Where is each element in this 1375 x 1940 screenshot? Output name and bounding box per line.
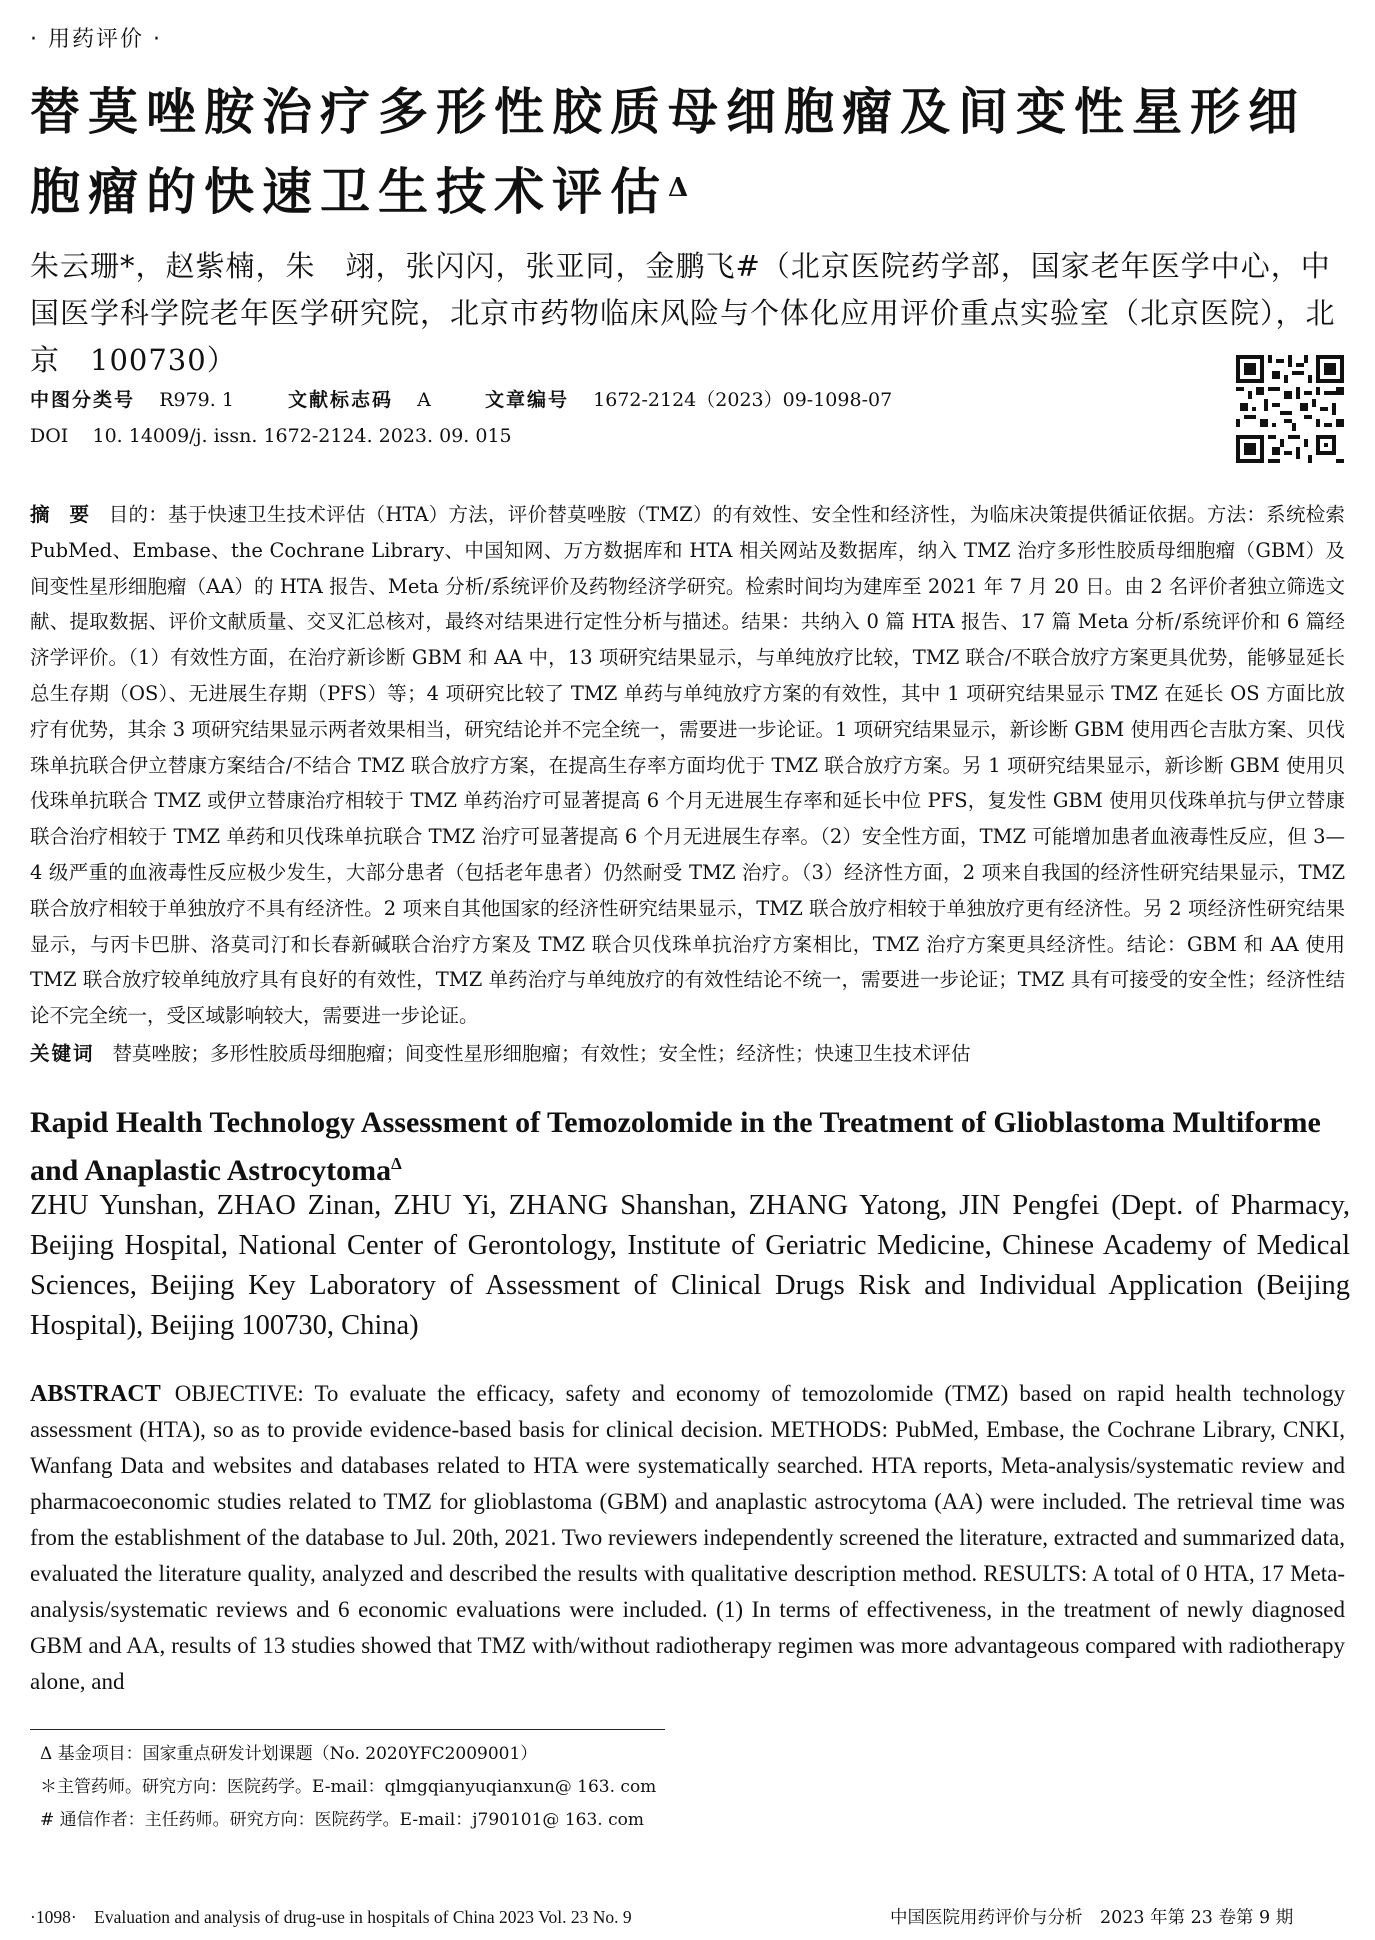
abstract-en-label: ABSTRACT xyxy=(30,1381,161,1407)
abstract-cn-label: 摘 要 xyxy=(30,503,90,526)
keywords-cn-text: 替莫唑胺；多形性胶质母细胞瘤；间变性星形细胞瘤；有效性；安全性；经济性；快速卫生技术评估 xyxy=(112,1042,971,1065)
clc-value: R979. 1 xyxy=(159,389,234,411)
footnote-fund: Δ 基金项目：国家重点研发计划课题（No. 2020YFC2009001） xyxy=(40,1744,538,1764)
abstract-cn xyxy=(30,497,1345,1034)
title-cn xyxy=(30,72,1350,232)
doc-code-label: 文献标志码 xyxy=(287,389,393,411)
title-en xyxy=(30,1102,1350,1191)
article-no-value: 1672-2124（2023）09-1098-07 xyxy=(593,389,893,411)
doi-label: DOI xyxy=(30,425,69,447)
keywords-cn-label: 关键词 xyxy=(30,1042,95,1065)
article-no-label: 文章编号 xyxy=(484,389,569,411)
section-tag: · 用药评价 · xyxy=(30,27,162,52)
abstract-en xyxy=(30,1376,1345,1700)
doi-value: 10. 14009/j. issn. 1672-2124. 2023. 09. 015 xyxy=(92,425,512,447)
doi-row xyxy=(30,425,512,447)
footnotes xyxy=(40,1738,656,1837)
meta-row xyxy=(30,385,892,412)
footnote-divider xyxy=(30,1729,665,1730)
footer-right: 中国医院用药评价与分析 2023 年第 23 卷第 9 期 xyxy=(890,1908,1294,1928)
abstract-cn-text: 目的：基于快速卫生技术评估（HTA）方法，评价替莫唑胺（TMZ）的有效性、安全性和经济性，为临床决策提供循证依据。方法：系统检索 PubMed、Embase、the Cochrane Library、中国知网、万方数据库和 HTA 相关网站及数据库，纳入 TMZ 治疗多形性胶质母细胞瘤（GBM）及间变性星形细胞瘤（AA）的 HTA 报告、Meta 分析/系统评价及药物经济学研究。检索时间均为建库至 2021 年 7 月 20 日。由 2 名评价者独立筛选文献、提取数据、评价文献质量、交叉汇总核对，最终对结果进行定性分析与描述。结果：共纳入 0 篇 HTA 报告、17 篇 Meta 分析/系统评价和 6 篇经济学评价。（1）有效性方面，在治疗新诊断 GBM 和 AA 中，13 项研究结果显示，与单纯放疗比较，TMZ 联合/不联合放疗方案更具优势，能够显延长总生存期（OS）、无进展生存期（PFS）等；4 项研究比较了 TMZ 单药与单纯放疗方案的有效性，其中 1 项研究结果显示 TMZ 在延长 OS 方面比放疗有优势，其余 3 项研究结果显示两者效果相当，研究结论并不完全统一，需要进一步论证。1 项研究结果显示，新诊断 GBM 使用西仑吉肽方案、贝伐珠单抗联合伊立替康方案结合/不结合 TMZ 联合放疗方案，在提高生存率方面均优于 TMZ 联合放疗方案。另 1 项研究结果显示，新诊断 GBM 使用贝伐珠单抗联合 TMZ 或伊立替康治疗相较于 TMZ 单药治疗可显著提高 6 个月无进展生存率和延长中位 PFS，复发性 GBM 使用贝伐珠单抗与伊立替康联合治疗相较于 TMZ 单药和贝伐珠单抗联合 TMZ 治疗可显著提高 6 个月无进展生存率。（2）安全性方面，TMZ 可能增加患者血液毒性反应，但 3—4 级严重的血液毒性反应极少发生，大部分患者（包括老年患者）仍然耐受 TMZ 治疗。（3）经济性方面，2 项来自我国的经济性研究结果显示，TMZ 联合放疗相较于单独放疗不具有经济性。2 项来自其他国家的经济性研究结果显示，TMZ 联合放疗相较于单独放疗更有经济性。另 2 项经济性研究结果显示，与丙卡巴肼、洛莫司汀和长春新碱联合治疗方案及 TMZ 联合贝伐珠单抗治疗方案相比，TMZ 治疗方案更具经济性。结论：GBM 和 AA 使用 TMZ 联合放疗较单纯放疗具有良好的有效性，TMZ 单药治疗与单纯放疗的有效性结论不统一，需要进一步论证；TMZ 具有可接受的安全性；经济性结论不完全统一，受区域影响较大，需要进一步论证。 xyxy=(30,503,1345,1028)
abstract-en-text: OBJECTIVE: To evaluate the efficacy, safety and economy of temozolomide (TMZ) based on rapid health technology assessment (HTA), so as to provide evidence-based basis for clinical decision. METHODS: PubMed, Embase, the Cochrane Library, CNKI, Wanfang Data and websites and databases related to HTA were systematically searched. HTA reports, Meta-analysis/systematic review and pharmacoeconomic studies related to TMZ for glioblastoma (GBM) and anaplastic astrocytoma (AA) were included. The retrieval time was from the establishment of the database to Jul. 20th, 2021. Two reviewers independently screened the literature, extracted and summarized data, evaluated the literature quality, analyzed and described the results with qualitative description method. RESULTS: A total of 0 HTA, 17 Meta-analysis/systematic reviews and 6 economic evaluations were included. (1) In terms of effectiveness, in the treatment of newly diagnosed GBM and AA, results of 13 studies showed that TMZ with/without radiotherapy regimen was more advantageous compared with radiotherapy alone, and xyxy=(30,1381,1345,1694)
qr-code xyxy=(1236,355,1344,463)
authors-cn: 朱云珊*，赵紫楠，朱 翊，张闪闪，张亚同，金鹏飞#（北京医院药学部，国家老年医学中心，中国医学科学院老年医学研究院，北京市药物临床风险与个体化应用评价重点实验室（北京医院），北京 100730） xyxy=(30,249,1336,377)
footer-left: ·1098· Evaluation and analysis of drug-use in hospitals of China 2023 Vol. 23 No. 9 xyxy=(30,1907,632,1927)
title-en-mark: Δ xyxy=(391,1154,402,1173)
title-en-text: Rapid Health Technology Assessment of Temozolomide in the Treatment of Glioblastoma Multiforme and Anaplastic Astrocytoma xyxy=(30,1106,1321,1187)
footnote-first-author: ＊主管药师。研究方向：医院药学。E-mail：qlmgqianyuqianxun@ 163. com xyxy=(40,1777,657,1797)
title-cn-text: 替莫唑胺治疗多形性胶质母细胞瘤及间变性星形细胞瘤的快速卫生技术评估 xyxy=(30,82,1306,221)
doc-code-value: A xyxy=(417,389,431,411)
clc-label: 中图分类号 xyxy=(30,389,136,411)
footnote-corresponding: # 通信作者：主任药师。研究方向：医院药学。E-mail：j790101@ 163. com xyxy=(40,1810,644,1830)
title-cn-mark: Δ xyxy=(668,173,697,203)
keywords-cn xyxy=(30,1037,1345,1071)
authors-en: ZHU Yunshan, ZHAO Zinan, ZHU Yi, ZHANG Shanshan, ZHANG Yatong, JIN Pengfei (Dept. of Pharmacy, Beijing Hospital, National Center of Gerontology, Institute of Geriatric Medicine, Chinese Academy of Medical Sciences, Beijing Key Laboratory of Assessment of Clinical Drugs Risk and Individual Application (Beijing Hospital), Beijing 100730, China) xyxy=(30,1190,1350,1341)
